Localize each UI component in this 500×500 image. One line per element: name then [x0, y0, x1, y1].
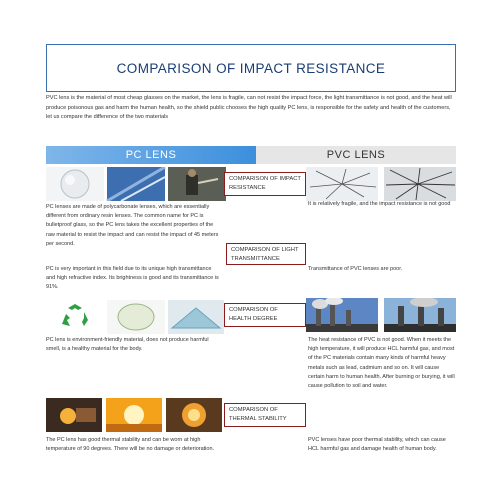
- pc-health-images: [46, 300, 224, 334]
- page-title: COMPARISON OF IMPACT RESISTANCE: [116, 60, 386, 76]
- pvc-health-images: [306, 298, 456, 332]
- label-thermal: COMPARISON OF THERMAL STABILITY: [224, 403, 306, 427]
- pvc-light-text: Transmittance of PVC lenses are poor.: [308, 266, 403, 272]
- pvc-impact-text: It is relatively fragile, and the impact resistance is not good: [308, 201, 451, 207]
- pc-thermal-images: [46, 398, 222, 432]
- pc-lens-header: PC LENS: [46, 146, 256, 164]
- label-light: COMPARISON OF LIGHT TRANSMITTANCE: [226, 243, 306, 265]
- pc-thermal-text: The PC lens has good thermal stability and can be worn at high temperature of 90 degrees. There will be no damage or deterioration.: [46, 437, 215, 453]
- pvc-thermal-text: PVC lenses have poor thermal stability, which can cause HCL harmful gas and damage health of human body.: [308, 437, 446, 453]
- pvc-impact-images: [306, 167, 456, 201]
- label-health: COMPARISON OF HEALTH DEGREE: [224, 303, 306, 327]
- pc-health-text: PC lens is environment-friendly material, does not produce harmful smell, is a healthy material for the body.: [46, 337, 209, 353]
- title-box: [46, 44, 456, 92]
- pc-impact-text: PC lenses are made of polycarbonate lenses, which are essentially different from ordinary resin lenses. The common name for PC is bulletproof glass, so the PC lens takes the excellent properties of the raw material to resist the impact and can resist the impact of 45 meters per second.: [46, 204, 219, 247]
- pc-light-text: PC is very important in this field due to its unique high transmittance and high refractive index. Its brightness is good and its transmittance is 91%.: [46, 266, 219, 291]
- pvc-lens-header: PVC LENS: [256, 146, 456, 164]
- pc-impact-images: [46, 167, 226, 201]
- pvc-health-text: The heat resistance of PVC is not good. When it meets the high temperature, it will produce HCL harmful gas, and most of the PC materials contain many kinds of harmful heavy metals such as lead, cadmium and so on. It will cause certain harm to human health. After burning or burying, it will cause pollution to soil and water.: [308, 337, 455, 390]
- intro-paragraph: PVC lens is the material of most cheap glasses on the market, the lens is fragile, can not resist the impact force, the light transmittance is not good, and the heat will produce poisonous gas and harm the human health, so the shield public chooses the high quality PC lens, is responsible for the safety and health of the customers, let us compare the difference of the two materials: [46, 95, 452, 121]
- label-impact: COMPARISON OF IMPACT RESISTANCE: [224, 172, 306, 196]
